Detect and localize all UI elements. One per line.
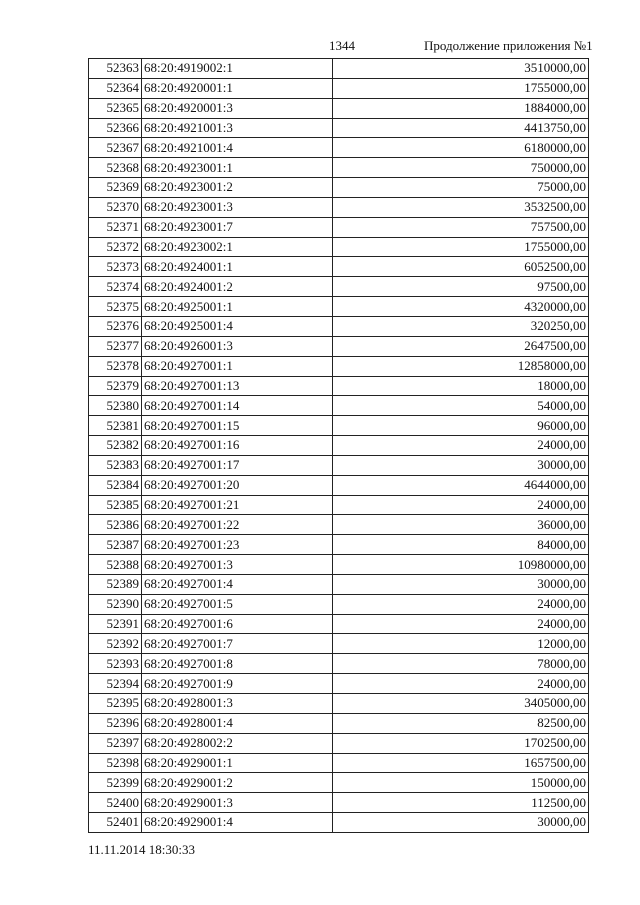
table-row <box>89 813 589 833</box>
cadastral-number: 68:20:4927001:22 <box>142 515 333 535</box>
cadastral-number: 68:20:4927001:21 <box>142 495 333 515</box>
cadastral-value: 30000,00 <box>333 813 589 833</box>
cadastral-number: 68:20:4927001:13 <box>142 376 333 396</box>
cadastral-value: 3405000,00 <box>333 694 589 714</box>
cadastral-value: 84000,00 <box>333 535 589 555</box>
table-row <box>89 257 589 277</box>
row-number: 52374 <box>89 277 142 297</box>
table-row <box>89 555 589 575</box>
row-number: 52386 <box>89 515 142 535</box>
cadastral-value: 12858000,00 <box>333 356 589 376</box>
cadastral-value: 1702500,00 <box>333 733 589 753</box>
cadastral-number: 68:20:4923001:7 <box>142 217 333 237</box>
table-row <box>89 98 589 118</box>
cadastral-value: 6052500,00 <box>333 257 589 277</box>
cadastral-value: 1884000,00 <box>333 98 589 118</box>
row-number: 52380 <box>89 396 142 416</box>
cadastral-number: 68:20:4928001:3 <box>142 694 333 714</box>
cadastral-value: 97500,00 <box>333 277 589 297</box>
cadastral-number: 68:20:4927001:9 <box>142 674 333 694</box>
row-number: 52370 <box>89 197 142 217</box>
table-row <box>89 336 589 356</box>
table-row <box>89 634 589 654</box>
cadastral-number: 68:20:4927001:20 <box>142 475 333 495</box>
row-number: 52379 <box>89 376 142 396</box>
cadastral-number: 68:20:4927001:6 <box>142 614 333 634</box>
row-number: 52393 <box>89 654 142 674</box>
cadastral-number: 68:20:4928001:4 <box>142 713 333 733</box>
cadastral-number: 68:20:4923002:1 <box>142 237 333 257</box>
cadastral-number: 68:20:4920001:3 <box>142 98 333 118</box>
cadastral-value: 2647500,00 <box>333 336 589 356</box>
row-number: 52395 <box>89 694 142 714</box>
cadastral-value: 30000,00 <box>333 455 589 475</box>
table-row <box>89 237 589 257</box>
cadastral-number: 68:20:4920001:1 <box>142 78 333 98</box>
row-number: 52385 <box>89 495 142 515</box>
cadastral-value: 1755000,00 <box>333 78 589 98</box>
cadastral-number: 68:20:4929001:2 <box>142 773 333 793</box>
cadastral-value: 757500,00 <box>333 217 589 237</box>
table-row <box>89 674 589 694</box>
table-row <box>89 118 589 138</box>
table-row <box>89 376 589 396</box>
table-row <box>89 713 589 733</box>
row-number: 52389 <box>89 574 142 594</box>
cadastral-number: 68:20:4927001:16 <box>142 436 333 456</box>
cadastral-value: 4320000,00 <box>333 297 589 317</box>
row-number: 52376 <box>89 316 142 336</box>
cadastral-value: 10980000,00 <box>333 555 589 575</box>
row-number: 52388 <box>89 555 142 575</box>
registry-table <box>88 58 589 833</box>
cadastral-value: 1657500,00 <box>333 753 589 773</box>
row-number: 52401 <box>89 813 142 833</box>
cadastral-value: 4413750,00 <box>333 118 589 138</box>
table-row <box>89 138 589 158</box>
cadastral-number: 68:20:4925001:1 <box>142 297 333 317</box>
row-number: 52390 <box>89 594 142 614</box>
row-number: 52366 <box>89 118 142 138</box>
table-row <box>89 59 589 79</box>
table-row <box>89 694 589 714</box>
row-number: 52363 <box>89 59 142 79</box>
row-number: 52365 <box>89 98 142 118</box>
cadastral-number: 68:20:4929001:3 <box>142 793 333 813</box>
cadastral-value: 96000,00 <box>333 416 589 436</box>
cadastral-value: 54000,00 <box>333 396 589 416</box>
cadastral-number: 68:20:4927001:5 <box>142 594 333 614</box>
row-number: 52377 <box>89 336 142 356</box>
continuation-note: Продолжение приложения №1 <box>424 38 593 53</box>
table-row <box>89 773 589 793</box>
table-row <box>89 277 589 297</box>
cadastral-number: 68:20:4924001:1 <box>142 257 333 277</box>
table-row <box>89 594 589 614</box>
cadastral-number: 68:20:4927001:8 <box>142 654 333 674</box>
cadastral-number: 68:20:4925001:4 <box>142 316 333 336</box>
row-number: 52400 <box>89 793 142 813</box>
row-number: 52372 <box>89 237 142 257</box>
table-row <box>89 495 589 515</box>
cadastral-value: 24000,00 <box>333 495 589 515</box>
cadastral-value: 112500,00 <box>333 793 589 813</box>
row-number: 52371 <box>89 217 142 237</box>
table-row <box>89 535 589 555</box>
table-row <box>89 78 589 98</box>
cadastral-value: 24000,00 <box>333 594 589 614</box>
row-number: 52396 <box>89 713 142 733</box>
cadastral-number: 68:20:4923001:3 <box>142 197 333 217</box>
table-row <box>89 396 589 416</box>
row-number: 52397 <box>89 733 142 753</box>
cadastral-value: 4644000,00 <box>333 475 589 495</box>
row-number: 52375 <box>89 297 142 317</box>
cadastral-number: 68:20:4928002:2 <box>142 733 333 753</box>
row-number: 52382 <box>89 436 142 456</box>
cadastral-number: 68:20:4927001:15 <box>142 416 333 436</box>
cadastral-number: 68:20:4927001:23 <box>142 535 333 555</box>
row-number: 52367 <box>89 138 142 158</box>
page-number: 1344 <box>329 38 355 53</box>
row-number: 52399 <box>89 773 142 793</box>
cadastral-number: 68:20:4929001:4 <box>142 813 333 833</box>
table-row <box>89 197 589 217</box>
row-number: 52391 <box>89 614 142 634</box>
cadastral-number: 68:20:4923001:2 <box>142 178 333 198</box>
cadastral-value: 3510000,00 <box>333 59 589 79</box>
table-row <box>89 416 589 436</box>
row-number: 52381 <box>89 416 142 436</box>
cadastral-number: 68:20:4919002:1 <box>142 59 333 79</box>
cadastral-value: 30000,00 <box>333 574 589 594</box>
table-row <box>89 178 589 198</box>
table-row <box>89 158 589 178</box>
print-timestamp: 11.11.2014 18:30:33 <box>88 842 196 857</box>
cadastral-number: 68:20:4924001:2 <box>142 277 333 297</box>
cadastral-number: 68:20:4927001:4 <box>142 574 333 594</box>
row-number: 52394 <box>89 674 142 694</box>
row-number: 52387 <box>89 535 142 555</box>
table-row <box>89 614 589 634</box>
cadastral-value: 82500,00 <box>333 713 589 733</box>
table-row <box>89 574 589 594</box>
table-row <box>89 356 589 376</box>
cadastral-number: 68:20:4927001:1 <box>142 356 333 376</box>
cadastral-number: 68:20:4923001:1 <box>142 158 333 178</box>
table-row <box>89 733 589 753</box>
table-row <box>89 654 589 674</box>
table-row <box>89 297 589 317</box>
table-row <box>89 753 589 773</box>
cadastral-value: 750000,00 <box>333 158 589 178</box>
cadastral-value: 150000,00 <box>333 773 589 793</box>
row-number: 52369 <box>89 178 142 198</box>
cadastral-value: 320250,00 <box>333 316 589 336</box>
row-number: 52384 <box>89 475 142 495</box>
cadastral-value: 75000,00 <box>333 178 589 198</box>
cadastral-value: 6180000,00 <box>333 138 589 158</box>
cadastral-number: 68:20:4927001:14 <box>142 396 333 416</box>
cadastral-number: 68:20:4927001:3 <box>142 555 333 575</box>
cadastral-number: 68:20:4921001:4 <box>142 138 333 158</box>
table-row <box>89 316 589 336</box>
cadastral-value: 1755000,00 <box>333 237 589 257</box>
table-row <box>89 475 589 495</box>
row-number: 52364 <box>89 78 142 98</box>
cadastral-value: 3532500,00 <box>333 197 589 217</box>
cadastral-value: 24000,00 <box>333 614 589 634</box>
table-row <box>89 793 589 813</box>
cadastral-value: 18000,00 <box>333 376 589 396</box>
table-row <box>89 217 589 237</box>
row-number: 52398 <box>89 753 142 773</box>
row-number: 52373 <box>89 257 142 277</box>
cadastral-value: 24000,00 <box>333 674 589 694</box>
cadastral-number: 68:20:4927001:17 <box>142 455 333 475</box>
cadastral-number: 68:20:4926001:3 <box>142 336 333 356</box>
cadastral-number: 68:20:4927001:7 <box>142 634 333 654</box>
cadastral-value: 78000,00 <box>333 654 589 674</box>
table-row <box>89 455 589 475</box>
table-row <box>89 436 589 456</box>
table-row <box>89 515 589 535</box>
row-number: 52368 <box>89 158 142 178</box>
cadastral-number: 68:20:4929001:1 <box>142 753 333 773</box>
row-number: 52383 <box>89 455 142 475</box>
cadastral-value: 12000,00 <box>333 634 589 654</box>
row-number: 52392 <box>89 634 142 654</box>
cadastral-value: 36000,00 <box>333 515 589 535</box>
row-number: 52378 <box>89 356 142 376</box>
cadastral-value: 24000,00 <box>333 436 589 456</box>
registry-table-body <box>89 59 589 833</box>
cadastral-number: 68:20:4921001:3 <box>142 118 333 138</box>
